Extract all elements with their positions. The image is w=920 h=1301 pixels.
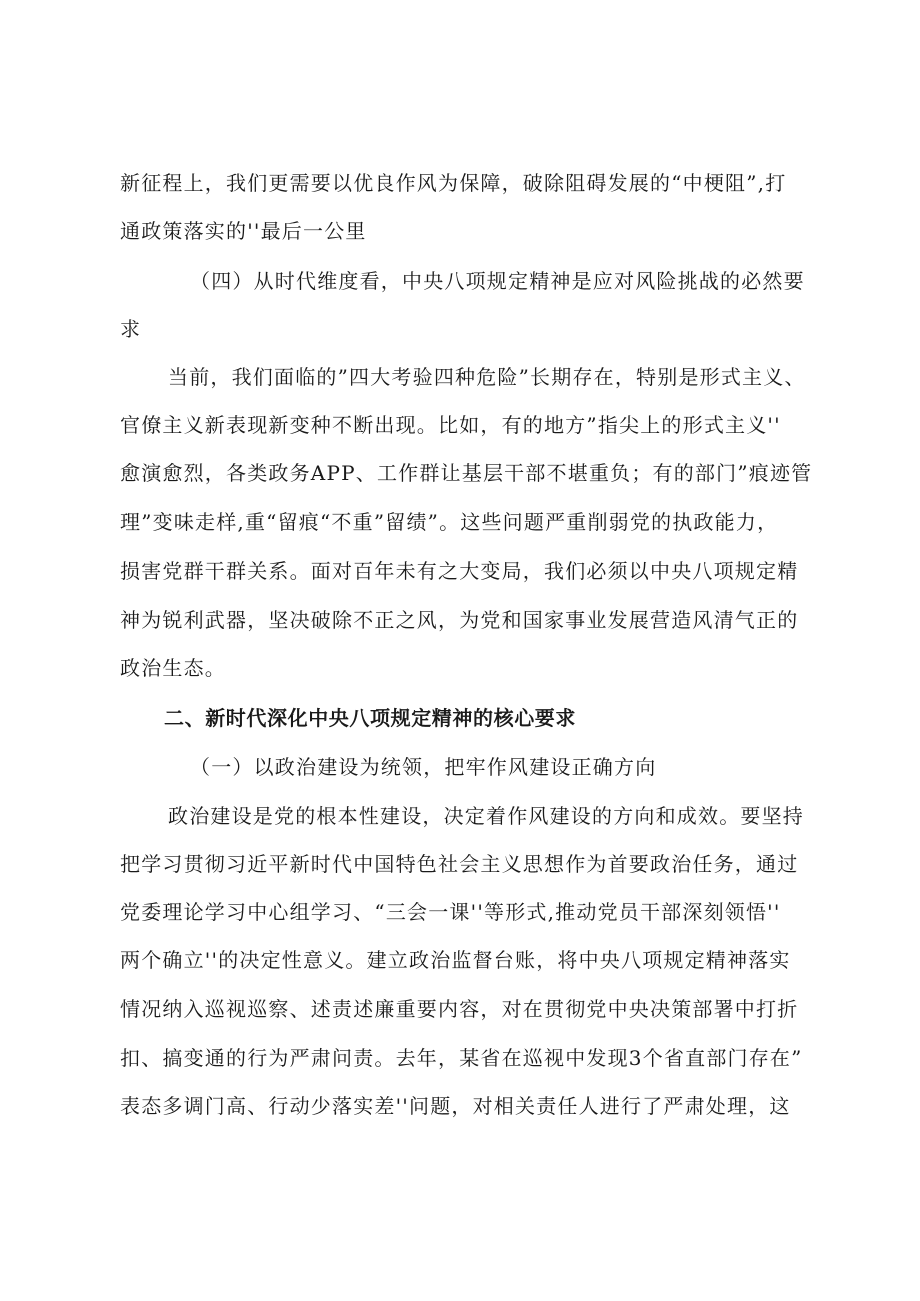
paragraph-line: 愈演愈烈，各类政务APP、工作群让基层干部不堪重负；有的部门”痕迹管	[120, 461, 813, 485]
paragraph-line: 党委理论学习中心组学习、“三会一课''等形式,推动党员干部深刻领悟''	[120, 900, 781, 924]
subsection-heading: （一）以政治建设为统领，把牢作风建设正确方向	[190, 755, 657, 779]
paragraph-line: 理”变味走样,重“留痕“不重”留绩”。这些问题严重削弱党的执政能力，	[120, 510, 779, 534]
paragraph-line: 政治生态。	[120, 656, 226, 680]
paragraph-line: 情况纳入巡视巡察、述责述廉重要内容，对在贯彻党中央决策部署中打折	[120, 997, 799, 1021]
paragraph-line: 新征程上，我们更需要以优良作风为保障，破除阻碍发展的“中梗阻”,打	[120, 171, 787, 195]
paragraph-line: 扣、搞变通的行为严肃问责。去年，某省在巡视中发现3个省直部门存在”	[120, 1046, 803, 1070]
paragraph-line: 官僚主义新表现新变种不断出现。比如，有的地方”指尖上的形式主义''	[120, 413, 781, 437]
paragraph-line: 通政策落实的''最后一公里	[120, 219, 367, 243]
part-heading: 二、新时代深化中央八项规定精神的核心要求	[164, 706, 576, 730]
paragraph-line: 损害党群干群关系。面对百年未有之大变局，我们必须以中央八项规定精	[120, 559, 799, 583]
paragraph-line: 神为锐利武器，坚决破除不正之风，为党和国家事业发展营造风清气正的	[120, 608, 799, 632]
paragraph-line: 政治建设是党的根本性建设，决定着作风建设的方向和成效。要坚持	[168, 804, 804, 828]
section-heading-continued: 求	[120, 317, 142, 341]
paragraph-line: 两个确立''的决定性意义。建立政治监督台账，将中央八项规定精神落实	[120, 948, 791, 972]
paragraph-line: 把学习贯彻习近平新时代中国特色社会主义思想作为首要政治任务，通过	[120, 852, 799, 876]
section-heading: （四）从时代维度看，中央八项规定精神是应对风险挑战的必然要	[190, 269, 805, 293]
paragraph-line: 表态多调门高、行动少落实差''问题，对相关责任人进行了严肃处理，这	[120, 1094, 791, 1118]
paragraph-line: 当前，我们面临的”四大考验四种危险”长期存在，特别是形式主义、	[168, 365, 806, 389]
